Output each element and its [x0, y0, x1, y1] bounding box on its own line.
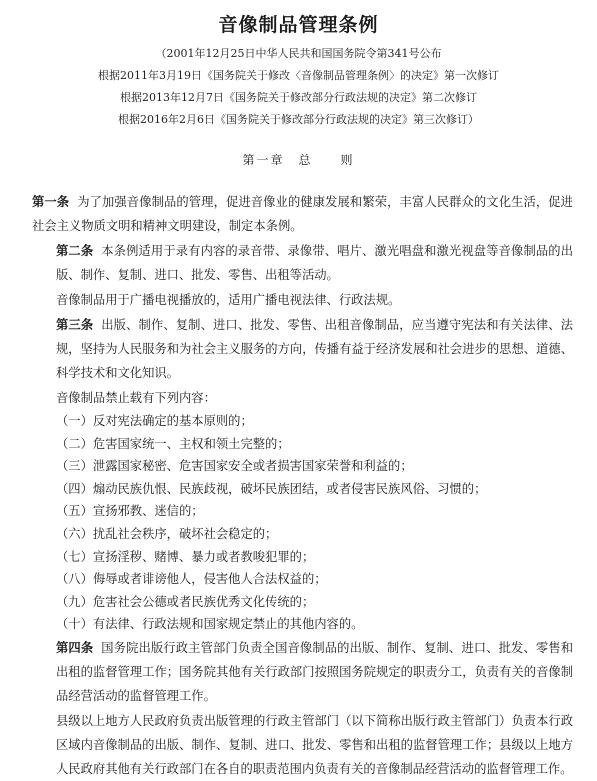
- list-item: （六）扰乱社会秩序，破坏社会稳定的；: [56, 526, 278, 541]
- list-item: （九）危害社会公德或者民族优秀文化传统的；: [56, 594, 315, 609]
- meta-line: 根据2013年12月7日《国务院关于修改部分行政法规的决定》第二次修订: [120, 91, 477, 104]
- article-number: 第三条: [56, 318, 94, 332]
- article-4: [56, 636, 573, 708]
- promulgation-info: [56, 43, 573, 131]
- list-item: （七）宣扬淫秽、赌博、暴力或者教唆犯罪的；: [56, 549, 315, 564]
- article-number: 第四条: [56, 640, 94, 655]
- article-1: [32, 190, 573, 238]
- list-item: （一）反对宪法确定的基本原则的；: [56, 414, 253, 428]
- list-item: （三）泄露国家秘密、危害国家安全或者损害国家荣誉和利益的；: [56, 459, 413, 474]
- article-2: [56, 239, 573, 287]
- article-4-paragraph-2: 县级以上地方人民政府负责出版管理的行政主管部门（以下简称出版行政主管部门）负责本行政区域内音像制品的出版、制作、复制、进口、批发、零售和出租的监督管理工作；县级以上地方人民政府其他有关行政部门在各自的职责范围内负责有关的音像制品经营活动的监督管理工作。: [56, 713, 573, 776]
- document-title: 音像制品管理条例: [218, 14, 379, 36]
- list-item: （十）有法律、行政法规和国家规定禁止的其他内容的。: [56, 617, 364, 632]
- prohibited-content-list: [56, 410, 573, 636]
- list-item: （四）煽动民族仇恨、民族歧视，破坏民族团结，或者侵害民族风俗、习惯的；: [56, 481, 487, 496]
- list-item: （八）侮辱或者诽谤他人，侵害他人合法权益的；: [56, 572, 327, 587]
- document-page: [0, 10, 597, 780]
- article-2-paragraph-2: 音像制品用于广播电视播放的，适用广播电视法律、行政法规。: [56, 293, 401, 307]
- article-text: 国务院出版行政主管部门负责全国音像制品的出版、制作、复制、进口、批发、零售和出租的监督管理工作；国务院其他有关行政部门按照国务院规定的职责分工，负责有关的音像制品经营活动的监督管理工作。: [56, 640, 573, 703]
- chapter-heading: 第一章 总 则: [242, 153, 355, 167]
- article-text: 本条例适用于录有内容的录音带、录像带、唱片、激光唱盘和激光视盘等音像制品的出版、制作、复制、进口、批发、零售、出租等活动。: [56, 244, 573, 282]
- article-3: [56, 313, 573, 385]
- article-3-paragraph-2: 音像制品禁止载有下列内容：: [56, 391, 216, 405]
- article-text: 为了加强音像制品的管理，促进音像业的健康发展和繁荣，丰富人民群众的文化生活，促进社会主义物质文明和精神文明建设，制定本条例。: [32, 195, 573, 233]
- meta-line: （2001年12月25日中华人民共和国国务院令第341号公布: [155, 47, 442, 60]
- meta-line: 根据2011年3月19日《国务院关于修改〈音像制品管理条例〉的决定》第一次修订: [98, 69, 499, 82]
- list-item: （五）宣扬邪教、迷信的；: [56, 504, 204, 519]
- article-number: 第一条: [32, 195, 70, 209]
- list-item: （二）危害国家统一、主权和领土完整的；: [56, 436, 290, 451]
- article-number: 第二条: [56, 244, 94, 258]
- meta-line: 根据2016年2月6日《国务院关于修改部分行政法规的决定》第三次修订）: [118, 113, 479, 126]
- article-text: 出版、制作、复制、进口、批发、零售、出租音像制品，应当遵守宪法和有关法律、法规，坚持为人民服务和为社会主义服务的方向，传播有益于经济发展和社会进步的思想、道德、科学技术和文化知识。: [56, 318, 573, 380]
